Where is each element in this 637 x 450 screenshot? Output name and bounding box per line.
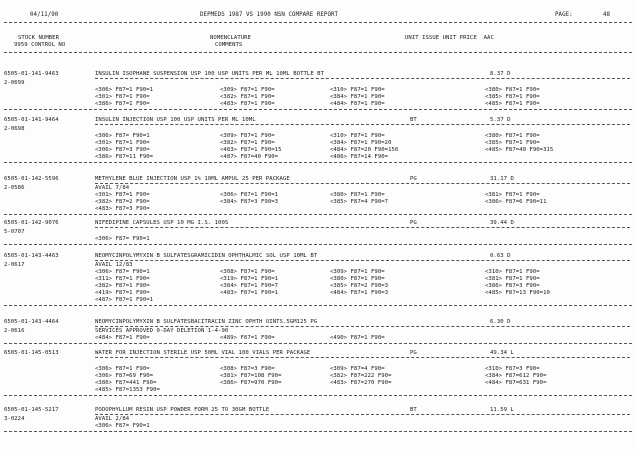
item-separator bbox=[4, 214, 632, 215]
stock-number: 6505-01-145-5217 bbox=[4, 407, 59, 413]
location-quantity: <385> F87=1 F90= bbox=[485, 140, 540, 146]
location-quantity: <386> F87=3 F90= bbox=[485, 283, 540, 289]
location-quantity: <487> F87=1 F90=1 bbox=[95, 297, 154, 303]
item-nomenclature: METHYLENE BLUE INJECTION USP 1% 10ML AMPUL 25 PER PACKAGE bbox=[95, 176, 290, 182]
item-comment: SERVICES APPROVED 0-DAY DELETION 1-4-90 bbox=[95, 328, 229, 334]
location-quantity: <380> F87=1 F90= bbox=[330, 192, 385, 198]
unit-of-issue: BT bbox=[410, 117, 417, 123]
item-nomenclature: NIFEDIPINE CAPSULES USP 10 MG I.S. 100S bbox=[95, 220, 229, 226]
item-rule bbox=[95, 414, 630, 415]
item-rule bbox=[95, 227, 630, 228]
location-quantity: <306> F87=1 F90=1 bbox=[220, 192, 279, 198]
location-quantity: <483> F87=1 F90=1 bbox=[220, 290, 279, 296]
col-nomenclature: NOMENCLATURE bbox=[210, 35, 252, 41]
location-quantity: <301> F87=1 F90= bbox=[95, 192, 150, 198]
report-date: 04/11/90 bbox=[30, 12, 59, 18]
control-number: 2-0617 bbox=[4, 262, 25, 268]
item-comment: AVAIL 2/84 bbox=[95, 416, 130, 422]
col-comments: COMMENTS bbox=[215, 42, 243, 48]
location-quantity: <310> F87=1 F90= bbox=[330, 133, 385, 139]
location-quantity: <489> F87=1 F90= bbox=[220, 335, 275, 341]
location-quantity: <382> F87=222 F90= bbox=[330, 373, 392, 379]
location-quantity: <484> F87=631 F90= bbox=[485, 380, 547, 386]
location-quantity: <306> F87=1 F90=1 bbox=[95, 87, 154, 93]
stock-number: 6505-01-141-9464 bbox=[4, 117, 59, 123]
location-quantity: <306> F87=1 F90= bbox=[95, 366, 150, 372]
location-quantity: <384> F87=1 F90=20 bbox=[330, 140, 392, 146]
location-quantity: <484> F87=1 F90=3 bbox=[330, 290, 389, 296]
item-rule bbox=[95, 260, 630, 261]
location-quantity: <484> F87=20 F90=150 bbox=[330, 147, 399, 153]
stock-number: 6505-01-142-9076 bbox=[4, 220, 59, 226]
location-quantity: <385> F87=4 F90=7 bbox=[330, 199, 389, 205]
location-quantity: <382> F87=1 F90= bbox=[220, 94, 275, 100]
item-rule bbox=[95, 357, 630, 358]
location-quantity: <386> F87=970 F90= bbox=[220, 380, 282, 386]
item-nomenclature: NEOMYCINPOLYMYXIN B SULFATESBACITRACIN ZINC OPHTH OINTS.5GM125 PG bbox=[95, 319, 318, 325]
location-quantity: <301> F87=1 F90= bbox=[95, 140, 150, 146]
location-quantity: <487> F87=40 F90= bbox=[220, 154, 279, 160]
location-quantity: <384> F87=612 F90= bbox=[485, 373, 547, 379]
location-quantity: <382> F87=2 F90= bbox=[95, 199, 150, 205]
location-quantity: <311> F87=1 F90= bbox=[95, 276, 150, 282]
control-number: 2-0586 bbox=[4, 185, 25, 191]
col-control-number: 9959 CONTROL NO bbox=[14, 42, 66, 48]
control-number: 3-0224 bbox=[4, 416, 25, 422]
item-separator bbox=[4, 431, 632, 432]
location-quantity: <384> F87=1 F90= bbox=[330, 94, 385, 100]
location-quantity: <386> F87=11 F90= bbox=[95, 154, 154, 160]
location-quantity: <483> F87=1 F90=15 bbox=[220, 147, 282, 153]
location-quantity: <486> F87=14 F90= bbox=[330, 154, 389, 160]
location-quantity: <384> F87=3 F90=3 bbox=[220, 199, 279, 205]
item-nomenclature: PODOPHYLLUM RESIN USP POWDER FORM 25 TO 30GM BOTTLE bbox=[95, 407, 270, 413]
location-quantity: <310> F87=3 F90= bbox=[485, 366, 540, 372]
location-quantity: <381> F87=1 F90= bbox=[485, 276, 540, 282]
location-quantity: <485> F87=13 F90=10 bbox=[485, 290, 550, 296]
page-label: PAGE: bbox=[555, 12, 573, 18]
location-quantity: <380> F87=1 F90= bbox=[330, 276, 385, 282]
unit-price: 5.37 D bbox=[490, 117, 511, 123]
item-rule bbox=[95, 183, 630, 184]
stock-number: 6505-01-142-5596 bbox=[4, 176, 59, 182]
location-quantity: <484> F87=1 F90= bbox=[95, 335, 150, 341]
location-quantity: <381> F87=108 F90= bbox=[220, 373, 282, 379]
location-quantity: <385> F87=2 F90=3 bbox=[330, 283, 389, 289]
header-rule bbox=[4, 22, 632, 23]
location-quantity: <485> F87=1 F90= bbox=[485, 101, 540, 107]
location-quantity: <382> F87=1 F90= bbox=[95, 283, 150, 289]
unit-price: 11.59 L bbox=[490, 407, 514, 413]
unit-of-issue: PG bbox=[410, 220, 417, 226]
col-unit-price-aac: UNIT ISSUE UNIT PRICE AAC bbox=[405, 35, 494, 41]
location-quantity: <310> F87=1 F90= bbox=[330, 87, 385, 93]
item-separator bbox=[4, 244, 632, 245]
columns-rule bbox=[4, 52, 632, 53]
location-quantity: <483> F87=270 F90= bbox=[330, 380, 392, 386]
stock-number: 6505-01-145-0513 bbox=[4, 350, 59, 356]
location-quantity: <386> F87=6 F90=11 bbox=[485, 199, 547, 205]
location-quantity: <484> F87=1 F90= bbox=[330, 101, 385, 107]
item-nomenclature: WATER FOR INJECTION STERILE USP 50ML VIAL 100 VIALS PER PACKAGE bbox=[95, 350, 311, 356]
location-quantity: <310> F87=1 F90= bbox=[485, 269, 540, 275]
unit-of-issue: PG bbox=[410, 176, 417, 182]
location-quantity: <384> F87=1 F90=7 bbox=[220, 283, 279, 289]
location-quantity: <382> F87=1 F90= bbox=[220, 140, 275, 146]
location-quantity: <490> F87=1 F90= bbox=[330, 335, 385, 341]
unit-price: 49.34 L bbox=[490, 350, 514, 356]
location-quantity: <319> F87=1 F90=1 bbox=[220, 276, 279, 282]
item-comment: AVAIL 12/83 bbox=[95, 262, 133, 268]
item-rule bbox=[95, 124, 630, 125]
location-quantity: <419> F87=1 F90= bbox=[95, 290, 150, 296]
control-number: 2-0699 bbox=[4, 80, 25, 86]
location-quantity: <301> F87=1 F90= bbox=[95, 94, 150, 100]
page-number: 48 bbox=[603, 12, 611, 18]
location-quantity: <485> F87=40 F90=315 bbox=[485, 147, 554, 153]
item-nomenclature: INSULIN INJECTION USP 100 USP UNITS PER ML 10ML bbox=[95, 117, 256, 123]
control-number: 2-0616 bbox=[4, 328, 25, 334]
location-quantity: <386> F87=1 F90= bbox=[95, 101, 150, 107]
location-quantity: <386> F87=441 F90= bbox=[95, 380, 157, 386]
stock-number: 6505-01-143-4463 bbox=[4, 253, 59, 259]
unit-price: 6.30 D bbox=[490, 319, 511, 325]
location-quantity: <483> F87=3 F90= bbox=[95, 206, 150, 212]
item-comment: AVAIL 7/84 bbox=[95, 185, 130, 191]
location-quantity: <306> F87= F90=1 bbox=[95, 423, 150, 429]
unit-price: 0.63 D bbox=[490, 253, 511, 259]
item-separator bbox=[4, 395, 632, 396]
item-separator bbox=[4, 305, 632, 306]
unit-price: 39.44 D bbox=[490, 220, 514, 226]
location-quantity: <380> F87=1 F90= bbox=[485, 133, 540, 139]
location-quantity: <381> F87=1 F90= bbox=[485, 192, 540, 198]
location-quantity: <306> F87=69 F90= bbox=[95, 373, 154, 379]
location-quantity: <308> F87=3 F90= bbox=[220, 366, 275, 372]
unit-price: 31.17 D bbox=[490, 176, 514, 182]
location-quantity: <306> F87= F90=1 bbox=[95, 269, 150, 275]
item-separator bbox=[4, 109, 632, 110]
unit-of-issue: BT bbox=[410, 407, 417, 413]
location-quantity: <385> F87=1 F90= bbox=[485, 94, 540, 100]
location-quantity: <306> F87=3 F90= bbox=[95, 147, 150, 153]
report-title: DEPMEDS 1987 VS 1990 NSN COMPARE REPORT bbox=[200, 12, 339, 18]
stock-number: 6505-01-143-4464 bbox=[4, 319, 59, 325]
location-quantity: <306> F87= F90=1 bbox=[95, 133, 150, 139]
stock-number: 6505-01-141-9463 bbox=[4, 71, 59, 77]
item-rule bbox=[95, 326, 630, 327]
location-quantity: <309> F87=1 F90= bbox=[220, 133, 275, 139]
location-quantity: <309> F87=1 F90= bbox=[330, 269, 385, 275]
location-quantity: <309> F87=4 F90= bbox=[330, 366, 385, 372]
location-quantity: <309> F87=1 F90= bbox=[220, 87, 275, 93]
unit-of-issue: PG bbox=[410, 350, 417, 356]
location-quantity: <308> F87=1 F90= bbox=[220, 269, 275, 275]
item-nomenclature: NEOMYCINPOLYMYXIN B SULFATESGRAMICIDIN OPHTHALMIC SOL USP 10ML BT bbox=[95, 253, 318, 259]
control-number: 2-0698 bbox=[4, 126, 25, 132]
unit-price: 8.37 D bbox=[490, 71, 511, 77]
control-number: 5-0707 bbox=[4, 229, 25, 235]
location-quantity: <306> F87= F90=1 bbox=[95, 236, 150, 242]
item-nomenclature: INSULIN ISOPHANE SUSPENSION USP 100 USP UNITS PER ML 10ML BOTTLE BT bbox=[95, 71, 324, 77]
item-rule bbox=[95, 78, 630, 79]
location-quantity: <483> F87=1 F90= bbox=[220, 101, 275, 107]
item-separator bbox=[4, 162, 632, 163]
item-separator bbox=[4, 343, 632, 344]
col-stock-number: STOCK NUMBER bbox=[18, 35, 60, 41]
location-quantity: <380> F87=1 F90= bbox=[485, 87, 540, 93]
location-quantity: <485> F87=1353 F90= bbox=[95, 387, 160, 393]
